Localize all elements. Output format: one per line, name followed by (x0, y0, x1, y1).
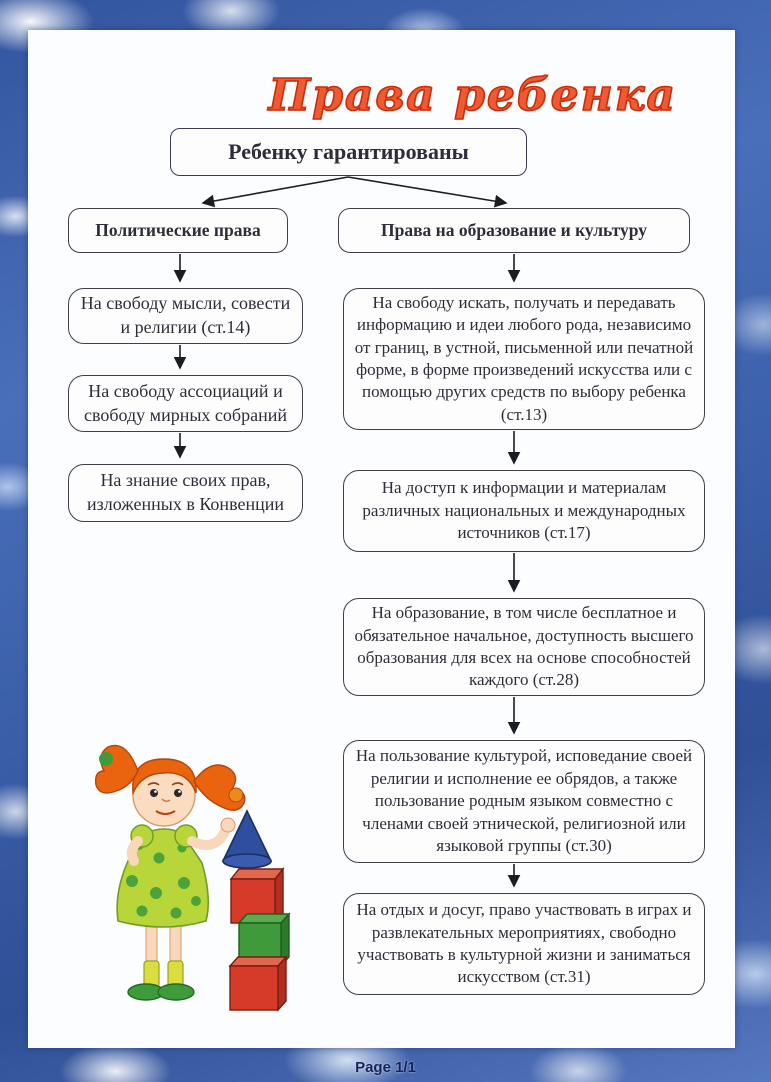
right-item-box: На доступ к информации и материалам различных национальных и международных источников (ст.17) (343, 470, 705, 552)
right-item-box: На отдых и досуг, право участвовать в играх и развлекательных мероприятиях, свободно участвовать в культурной жизни и заниматься искусством (ст.31) (343, 893, 705, 995)
left-item-box: На свободу ассоциаций и свободу мирных собраний (68, 375, 303, 432)
girl-stacking-blocks-illustration (84, 733, 322, 1013)
girl-head (96, 745, 245, 826)
left-item-box: На свободу мысли, совести и религии (ст.14) (68, 288, 303, 344)
right-item-box: На пользование культурой, исповедание своей религии и исполнение ее обрядов, а также пользование родным языком совместно с членами своей этнической, религиозной или языковой группы (ст.30) (343, 740, 705, 863)
branch-header-political-rights: Политические права (68, 208, 288, 253)
left-item-box: На знание своих прав, изложенных в Конвенции (68, 464, 303, 522)
right-item-box: На образование, в том числе бесплатное и обязательное начальное, доступность высшего образования для всех на основе способностей каждого (ст.28) (343, 598, 705, 696)
page-indicator: Page 1/1 (355, 1059, 416, 1076)
girl-legs (128, 918, 194, 1000)
toy-cubes (230, 869, 289, 1010)
branch-header-education-culture: Права на образование и культуру (338, 208, 690, 253)
right-item-box: На свободу искать, получать и передавать информацию и идеи любого рода, независимо от границ, в устной, письменной или печатной форме, в форме произведений искусства или с помощью других средств по выбору ребенка (ст.13) (343, 288, 705, 430)
page-title: Права ребенка (268, 70, 677, 121)
root-box: Ребенку гарантированы (170, 128, 527, 176)
